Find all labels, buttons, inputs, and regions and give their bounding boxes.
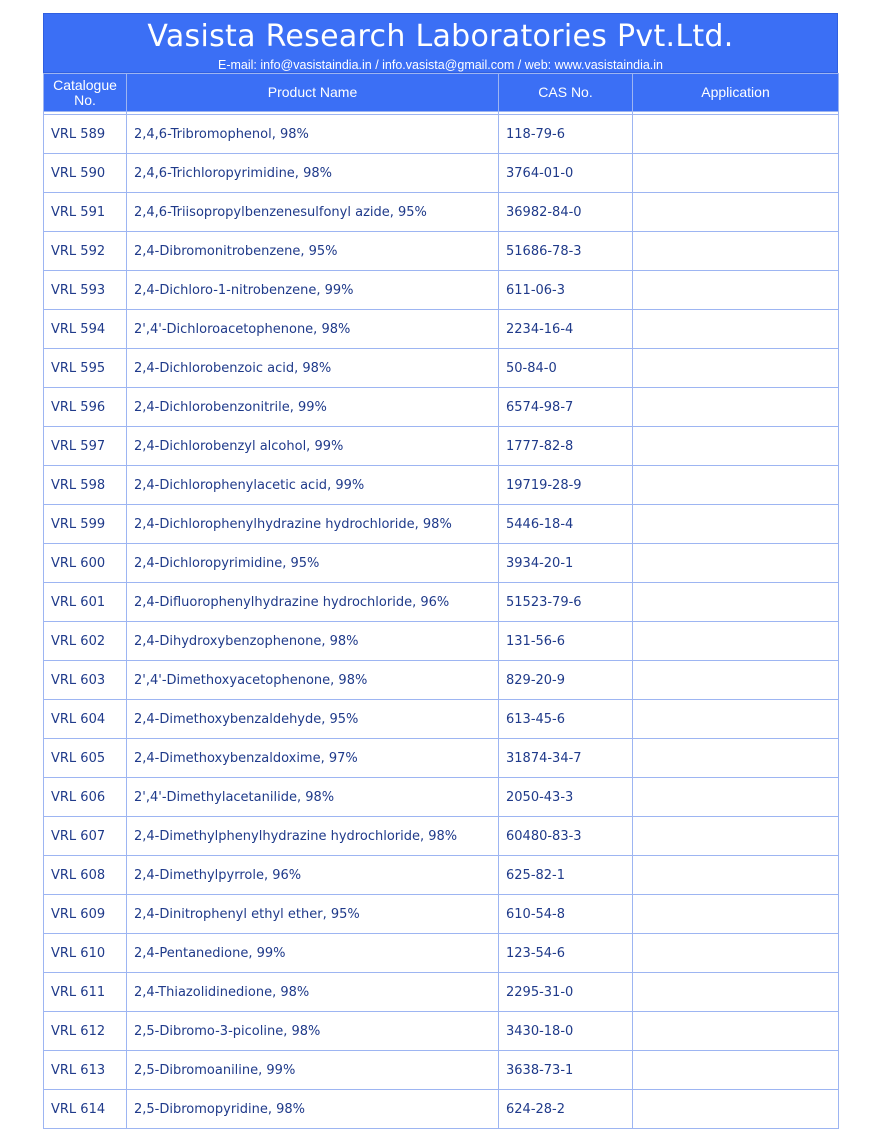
table-row [44,1012,839,1051]
product-name-cell: 2,4-Thiazolidinedione, 98% [127,973,499,1012]
table-body [44,112,839,1129]
table-row [44,271,839,310]
catalogue-cell: VRL 597 [44,427,127,466]
cas-number-cell: 31874-34-7 [499,739,633,778]
application-cell [633,115,839,154]
cas-number-cell: 613-45-6 [499,700,633,739]
cas-number-cell: 3764-01-0 [499,154,633,193]
table-row [44,349,839,388]
catalogue-cell: VRL 609 [44,895,127,934]
cas-number-cell: 36982-84-0 [499,193,633,232]
product-name-cell: 2,4-Dimethoxybenzaldehyde, 95% [127,700,499,739]
table-row [44,661,839,700]
product-name-cell: 2',4'-Dimethoxyacetophenone, 98% [127,661,499,700]
table-row [44,739,839,778]
cas-number-cell: 6574-98-7 [499,388,633,427]
table-row [44,544,839,583]
product-name-cell: 2',4'-Dichloroacetophenone, 98% [127,310,499,349]
application-cell [633,349,839,388]
column-header-catalogue: Catalogue No. [44,74,127,112]
product-catalogue-sheet [43,13,838,1129]
catalogue-cell: VRL 605 [44,739,127,778]
catalogue-cell: VRL 600 [44,544,127,583]
table-row [44,973,839,1012]
cas-number-cell: 611-06-3 [499,271,633,310]
product-name-cell: 2,4-Dihydroxybenzophenone, 98% [127,622,499,661]
company-name: Vasista Research Laboratories Pvt.Ltd. [147,19,734,54]
product-name-cell: 2,5-Dibromoaniline, 99% [127,1051,499,1090]
product-name-cell: 2,4-Pentanedione, 99% [127,934,499,973]
product-name-cell: 2,4-Dibromonitrobenzene, 95% [127,232,499,271]
product-name-cell: 2,4,6-Triisopropylbenzenesulfonyl azide, 95% [127,193,499,232]
table-row [44,154,839,193]
cas-number-cell: 625-82-1 [499,856,633,895]
product-name-cell: 2,4,6-Tribromophenol, 98% [127,115,499,154]
application-cell [633,310,839,349]
table-row [44,934,839,973]
product-name-cell: 2,4-Dichloropyrimidine, 95% [127,544,499,583]
catalogue-cell: VRL 612 [44,1012,127,1051]
cas-number-cell: 3934-20-1 [499,544,633,583]
catalogue-cell: VRL 610 [44,934,127,973]
table-row [44,466,839,505]
catalogue-cell: VRL 593 [44,271,127,310]
product-name-cell: 2,4,6-Trichloropyrimidine, 98% [127,154,499,193]
table-row [44,622,839,661]
catalogue-cell: VRL 611 [44,973,127,1012]
cas-number-cell: 50-84-0 [499,349,633,388]
catalogue-cell: VRL 596 [44,388,127,427]
catalogue-cell: VRL 590 [44,154,127,193]
product-name-cell: 2,5-Dibromo-3-picoline, 98% [127,1012,499,1051]
column-header-cas: CAS No. [499,74,633,112]
catalogue-cell: VRL 594 [44,310,127,349]
catalogue-cell: VRL 608 [44,856,127,895]
product-name-cell: 2,4-Dichloro-1-nitrobenzene, 99% [127,271,499,310]
catalogue-cell: VRL 606 [44,778,127,817]
table-row [44,388,839,427]
product-name-cell: 2',4'-Dimethylacetanilide, 98% [127,778,499,817]
application-cell [633,934,839,973]
application-cell [633,388,839,427]
cas-number-cell: 829-20-9 [499,661,633,700]
application-cell [633,973,839,1012]
catalogue-cell: VRL 591 [44,193,127,232]
cas-number-cell: 19719-28-9 [499,466,633,505]
cas-number-cell: 118-79-6 [499,115,633,154]
product-name-cell: 2,4-Dichlorophenylacetic acid, 99% [127,466,499,505]
table-row [44,115,839,154]
application-cell [633,466,839,505]
table-row [44,193,839,232]
application-cell [633,505,839,544]
application-cell [633,154,839,193]
product-name-cell: 2,4-Dichlorobenzonitrile, 99% [127,388,499,427]
product-name-cell: 2,4-Dimethoxybenzaldoxime, 97% [127,739,499,778]
company-banner [43,13,838,73]
cas-number-cell: 3638-73-1 [499,1051,633,1090]
cas-number-cell: 2050-43-3 [499,778,633,817]
catalogue-cell: VRL 603 [44,661,127,700]
application-cell [633,622,839,661]
product-name-cell: 2,4-Dichlorobenzoic acid, 98% [127,349,499,388]
catalogue-cell: VRL 592 [44,232,127,271]
table-header-row [44,74,839,112]
cas-number-cell: 5446-18-4 [499,505,633,544]
application-cell [633,895,839,934]
table-row [44,310,839,349]
application-cell [633,739,839,778]
cas-number-cell: 51686-78-3 [499,232,633,271]
catalogue-cell: VRL 599 [44,505,127,544]
cas-number-cell: 624-28-2 [499,1090,633,1129]
table-row [44,700,839,739]
contact-line: E-mail: info@vasistaindia.in / info.vasista@gmail.com / web: www.vasistaindia.in [218,58,663,72]
application-cell [633,193,839,232]
application-cell [633,271,839,310]
catalogue-cell: VRL 604 [44,700,127,739]
cas-number-cell: 51523-79-6 [499,583,633,622]
application-cell [633,817,839,856]
column-header-application: Application [633,74,839,112]
cas-number-cell: 2295-31-0 [499,973,633,1012]
product-name-cell: 2,4-Dimethylpyrrole, 96% [127,856,499,895]
cas-number-cell: 123-54-6 [499,934,633,973]
catalogue-cell: VRL 598 [44,466,127,505]
cas-number-cell: 1777-82-8 [499,427,633,466]
table-row [44,856,839,895]
table-row [44,427,839,466]
catalogue-cell: VRL 589 [44,115,127,154]
catalogue-cell: VRL 595 [44,349,127,388]
product-name-cell: 2,4-Difluorophenylhydrazine hydrochloride, 96% [127,583,499,622]
table-row [44,817,839,856]
table-row [44,583,839,622]
cas-number-cell: 2234-16-4 [499,310,633,349]
application-cell [633,232,839,271]
table-row [44,1090,839,1129]
catalogue-cell: VRL 601 [44,583,127,622]
product-name-cell: 2,4-Dimethylphenylhydrazine hydrochloride, 98% [127,817,499,856]
cas-number-cell: 131-56-6 [499,622,633,661]
catalogue-cell: VRL 614 [44,1090,127,1129]
cas-number-cell: 610-54-8 [499,895,633,934]
application-cell [633,544,839,583]
table-row [44,505,839,544]
product-name-cell: 2,4-Dichlorophenylhydrazine hydrochloride, 98% [127,505,499,544]
application-cell [633,856,839,895]
table-row [44,778,839,817]
product-name-cell: 2,5-Dibromopyridine, 98% [127,1090,499,1129]
product-name-cell: 2,4-Dinitrophenyl ethyl ether, 95% [127,895,499,934]
catalogue-cell: VRL 602 [44,622,127,661]
application-cell [633,583,839,622]
application-cell [633,661,839,700]
application-cell [633,1051,839,1090]
application-cell [633,778,839,817]
application-cell [633,1012,839,1051]
cas-number-cell: 60480-83-3 [499,817,633,856]
catalogue-cell: VRL 613 [44,1051,127,1090]
application-cell [633,427,839,466]
application-cell [633,700,839,739]
table-row [44,1051,839,1090]
product-table [43,73,839,1129]
cas-number-cell: 3430-18-0 [499,1012,633,1051]
catalogue-cell: VRL 607 [44,817,127,856]
table-row [44,895,839,934]
application-cell [633,1090,839,1129]
table-row [44,232,839,271]
product-name-cell: 2,4-Dichlorobenzyl alcohol, 99% [127,427,499,466]
column-header-product: Product Name [127,74,499,112]
